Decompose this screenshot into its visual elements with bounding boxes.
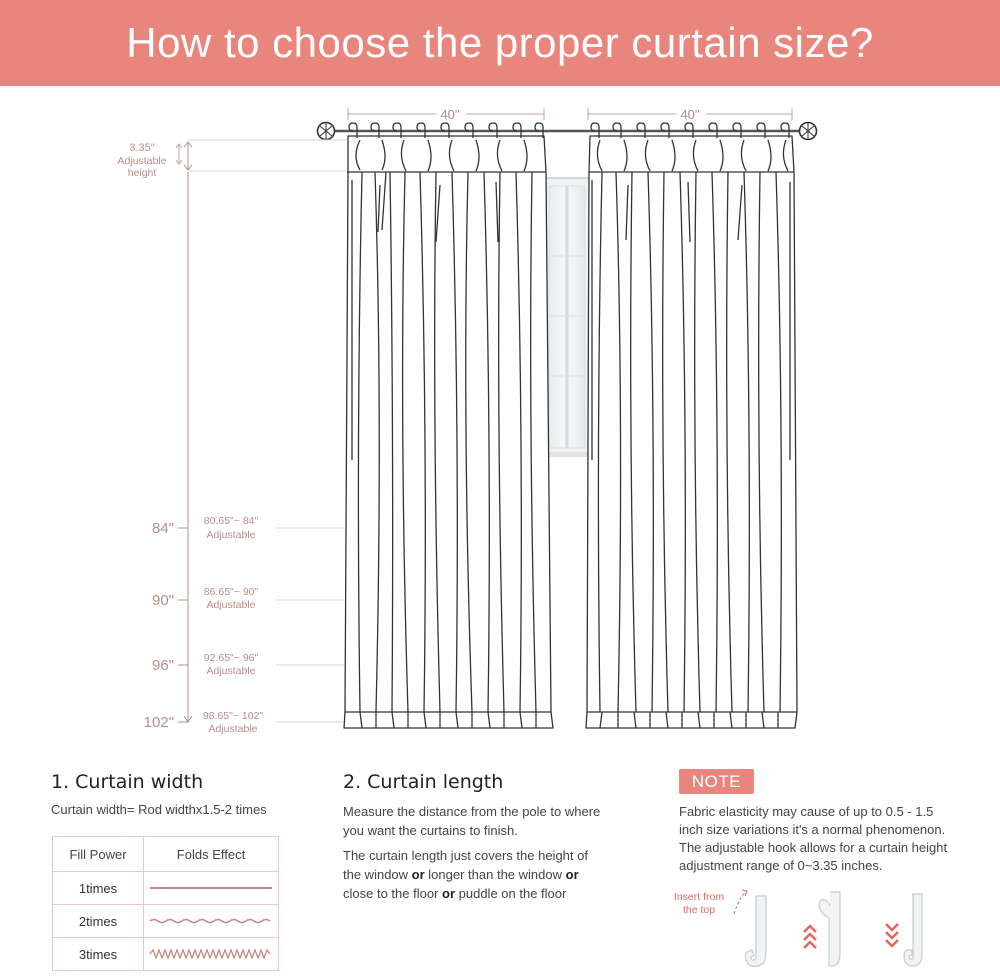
length-size: 96" [151,657,174,674]
fold-effect-straight [144,872,279,905]
length-size: 90" [151,592,174,609]
length-label-84 [152,515,259,541]
adjust-height-label-2: height [127,167,157,179]
zigzag-line-icon [148,949,274,959]
length-note: Adjustable [206,665,256,677]
length-label-96 [152,652,259,677]
right-curtain-panel [586,136,797,728]
length-range: 86.65"~ 90" [203,586,259,598]
right-panel-width: 40" [680,107,700,122]
length-size: 84" [151,520,174,537]
header-folds-effect: Folds Effect [144,837,279,872]
insert-arrow-icon [734,892,746,914]
hook-icon [745,892,922,966]
text-fragment: longer than the window [428,867,562,882]
hook-illustrations [720,884,950,976]
table-header-row [53,837,279,872]
text-line: you want the curtains to finish. [343,823,518,838]
fill-label: 3times [53,938,144,971]
or-emphasis: or [411,867,425,882]
length-axis [184,142,192,722]
adjust-height-value: 3.35" [129,142,155,154]
length-size: 102" [143,714,174,731]
note-text [679,803,979,875]
left-curtain-panel [344,136,553,728]
text-line: The adjustable hook allows for a curtain height [679,840,948,855]
width-formula: Curtain width= Rod widthx1.5-2 times [51,802,267,817]
length-ticks [178,528,188,722]
length-label-102 [144,710,264,735]
text-line: Fabric elasticity may cause of up to 0.5 - 1.5 [679,804,934,819]
fill-power-table [52,836,279,971]
length-range: 92.65"~ 96" [203,652,259,664]
length-note: Adjustable [206,599,256,611]
fill-label: 1times [53,872,144,905]
text-fragment: close to the floor [343,886,439,901]
fold-effect-zigzag [144,938,279,971]
fold-effect-wave [144,905,279,938]
header-fill-power: Fill Power [53,837,144,872]
length-paragraph-1 [343,802,643,840]
text-line [343,884,643,903]
table-row [53,938,279,971]
table-row [53,872,279,905]
text-fragment: the window [343,867,409,882]
length-range: 98.65"~ 102" [202,710,264,722]
length-guides [188,140,346,722]
text-line: the top [682,904,716,916]
arrow-up-icon [804,926,816,948]
page-title: How to choose the proper curtain size? [126,19,874,66]
wave-line-icon [148,916,274,926]
length-note: Adjustable [208,723,258,735]
adjust-height-label-1: Adjustable [117,155,167,167]
width-section-title: 1. Curtain width [51,771,204,793]
length-section-title: 2. Curtain length [343,771,504,793]
or-emphasis: or [565,867,579,882]
table-row [53,905,279,938]
title-banner [0,0,1000,86]
left-panel-width: 40" [440,107,460,122]
adjust-height-icon [176,144,182,164]
text-line: The curtain length just covers the height of [343,848,588,863]
panel-width-dimensions [348,108,792,120]
length-range: 80.65"~ 84" [203,515,259,527]
curtain-diagram [0,86,1000,746]
or-emphasis: or [442,886,456,901]
text-line: adjustment range of 0~3.35 inches. [679,858,883,873]
arrow-down-icon [886,924,898,946]
straight-line-icon [148,883,274,893]
fill-label: 2times [53,905,144,938]
text-fragment: puddle on the floor [458,886,567,901]
text-line: Insert from [673,891,725,903]
length-note: Adjustable [206,529,256,541]
text-line: Measure the distance from the pole to where [343,804,601,819]
length-paragraph-2 [343,846,643,903]
note-badge: NOTE [679,769,754,794]
length-label-90 [152,586,259,611]
text-line [343,865,643,884]
text-line: inch size variations it's a normal phenomenon. [679,822,946,837]
